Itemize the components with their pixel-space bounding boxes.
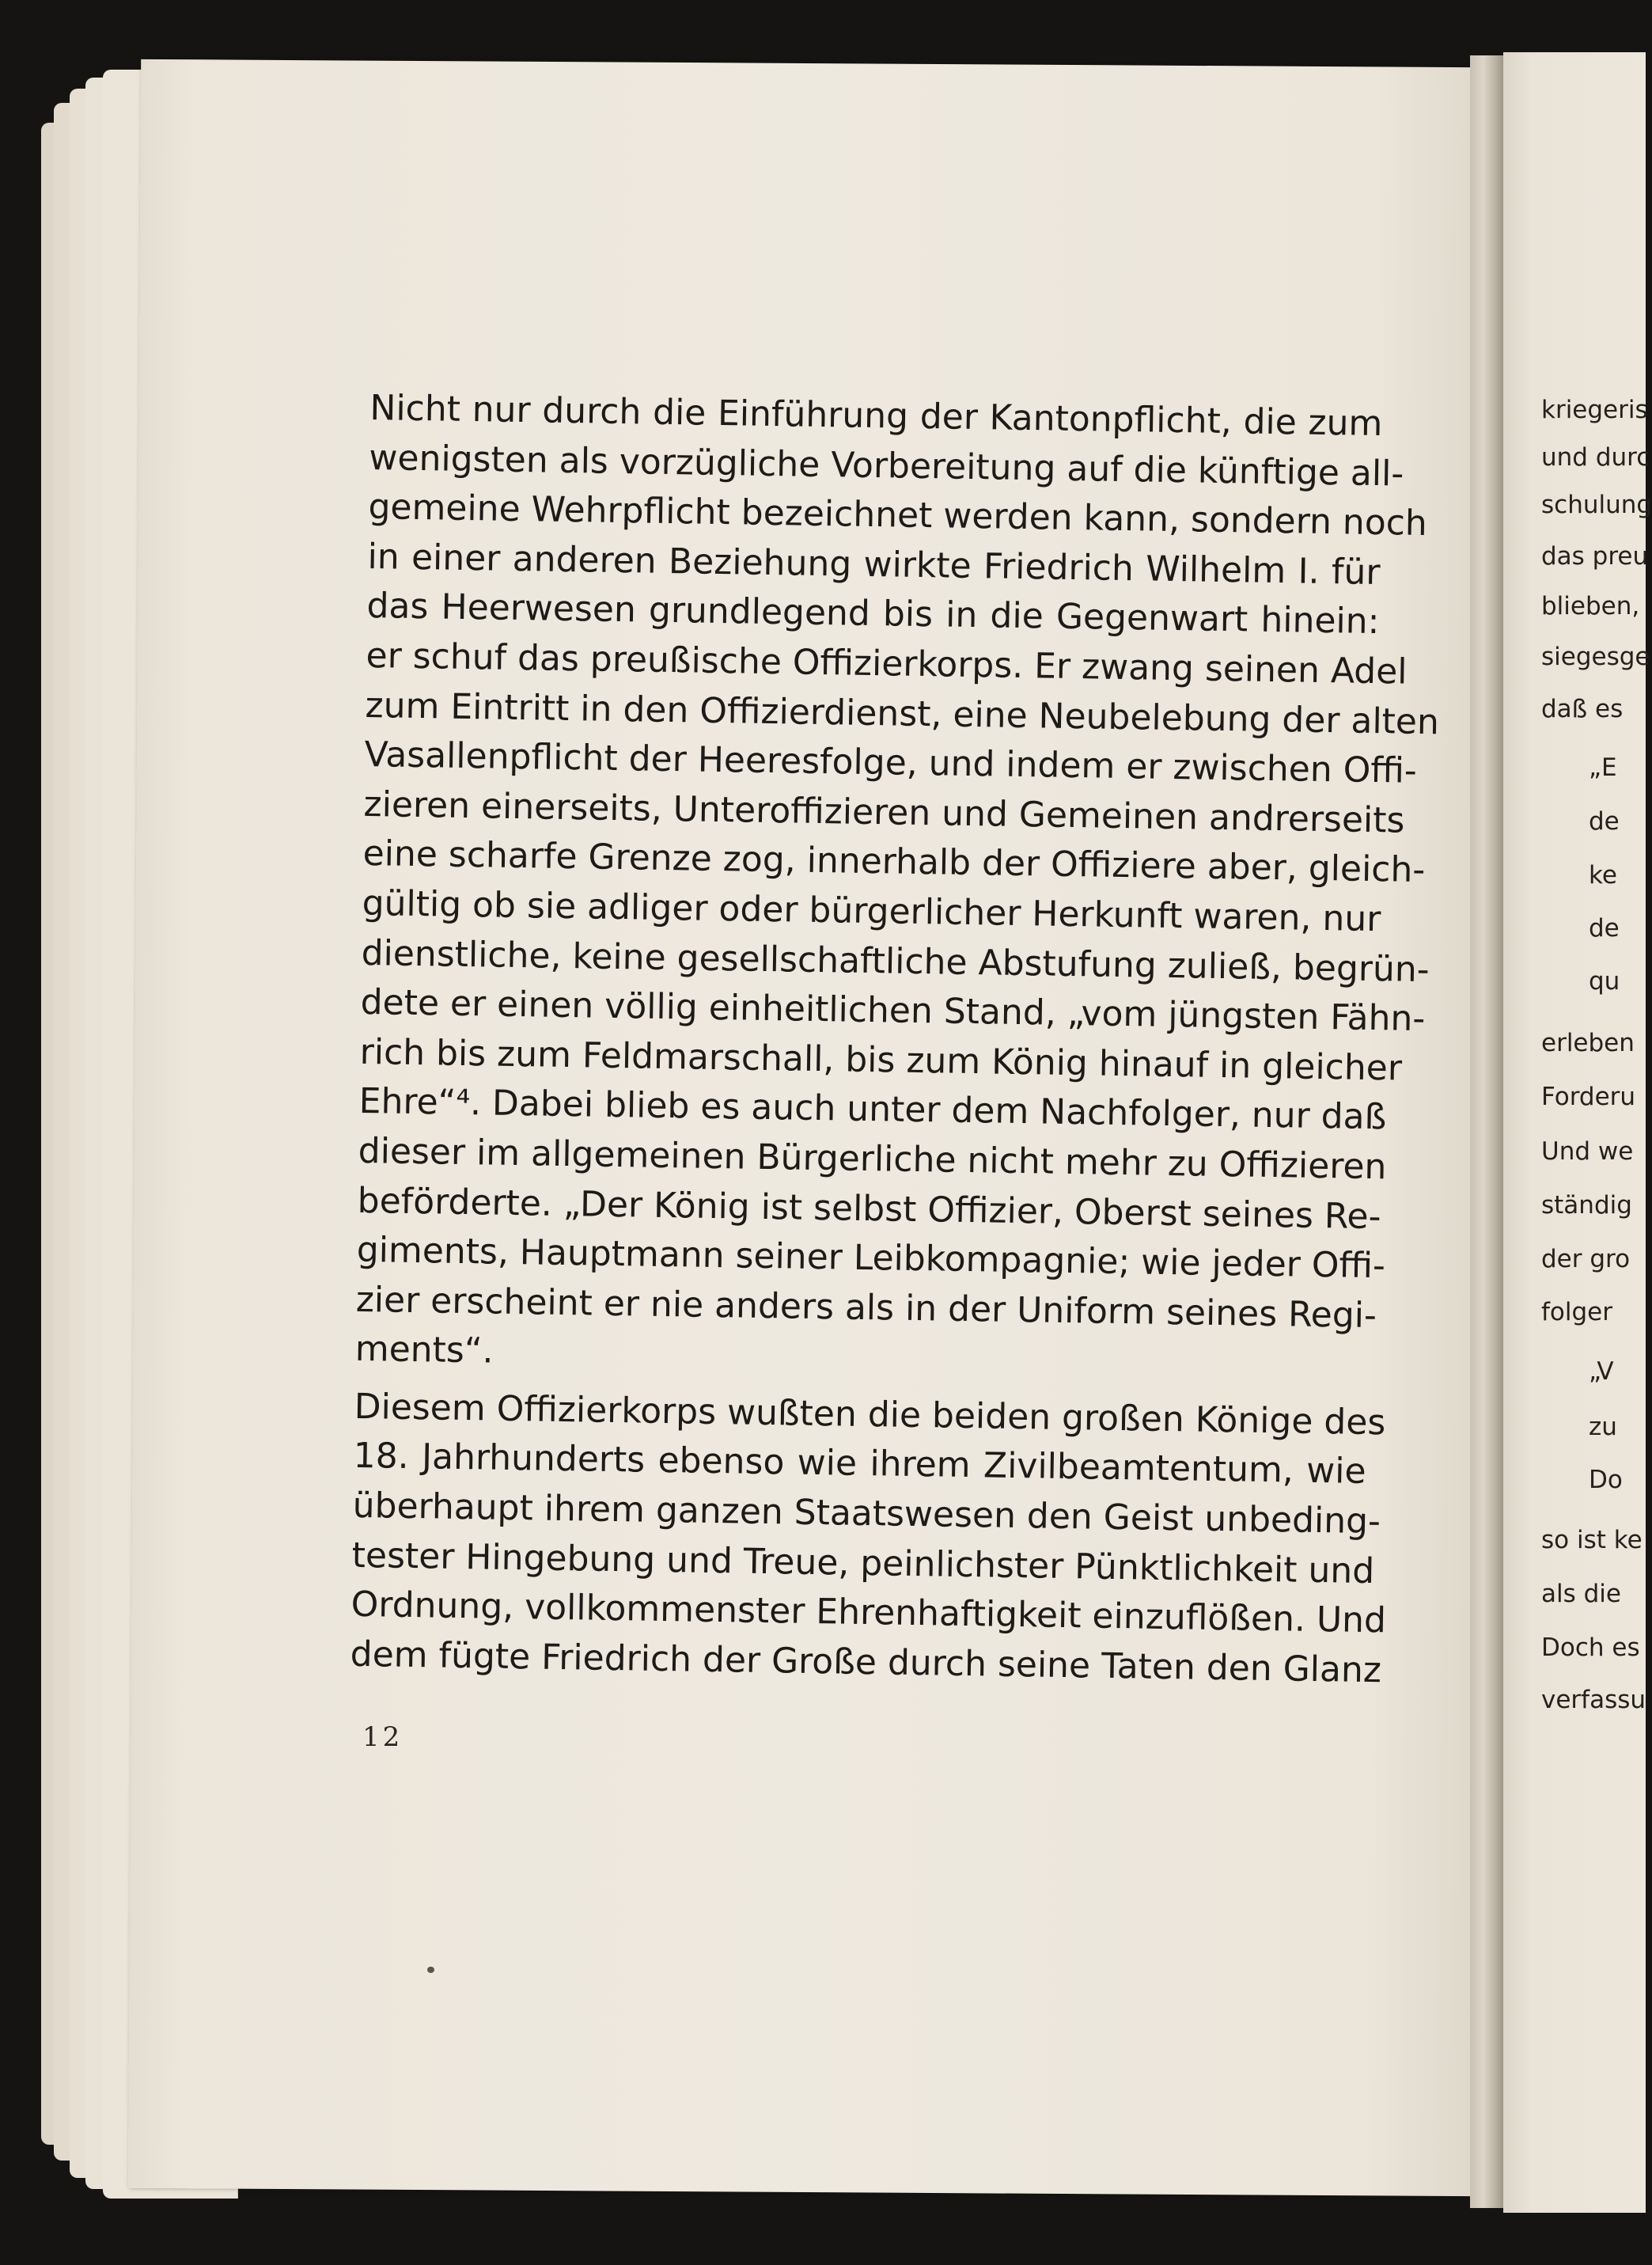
book-gutter — [1470, 55, 1508, 2208]
facing-page-fragment: ständig — [1541, 1191, 1632, 1220]
text-line: er schuf das preußische Offizierkorps. Er zwang seinen Adel — [366, 635, 1408, 692]
facing-page-fragment: zu — [1589, 1413, 1617, 1441]
text-line: rich bis zum Feldmarschall, bis zum König hinauf in gleicher — [359, 1031, 1403, 1089]
facing-page-fragment: folger — [1541, 1298, 1612, 1326]
right-page — [1503, 52, 1649, 2213]
text-line: Ehre“⁴. Dabei blieb es auch unter dem Nachfolger, nur daß — [358, 1081, 1387, 1138]
text-line: Nicht nur durch die Einführung der Kantonpflicht, die zum — [369, 387, 1383, 445]
page-body-text — [350, 384, 1440, 1695]
facing-page-fragment: verfassu — [1541, 1686, 1646, 1714]
text-line: dienstliche, keine gesellschaftliche Abstufung zuließ, begrün- — [361, 932, 1430, 990]
facing-page-fragment: das preu — [1541, 542, 1649, 571]
page-number: 12 — [362, 1721, 404, 1753]
text-line: dem fügte Friedrich der Große durch seine Taten den Glanz — [350, 1633, 1382, 1691]
paragraph — [354, 384, 1440, 1390]
text-line: das Heerwesen grundlegend bis in die Gegenwart hinein: — [366, 586, 1380, 643]
text-line: gemeine Wehrpflicht bezeichnet werden kann, sondern noch — [368, 487, 1428, 544]
text-line: tester Hingebung und Treue, peinlichster Pünktlichkeit und — [351, 1535, 1375, 1592]
facing-page-fragment: blieben, — [1541, 592, 1640, 620]
facing-page-fragment: siegesge — [1541, 643, 1650, 671]
facing-page-fragment: Und we — [1541, 1137, 1634, 1166]
facing-page-fragment: so ist ke — [1541, 1526, 1643, 1554]
text-line: giments, Hauptmann seiner Leibkompagnie; wie jeder Offi- — [356, 1229, 1386, 1287]
text-line: zier erscheint er nie anders als in der Uniform seines Regi- — [355, 1279, 1377, 1336]
facing-page-fragment: erleben — [1541, 1029, 1635, 1057]
facing-page-fragment: ke — [1589, 861, 1617, 890]
facing-page-fragment: Doch es — [1541, 1633, 1640, 1662]
facing-page-fragment: qu — [1589, 967, 1620, 996]
text-line: ments“. — [354, 1329, 494, 1372]
facing-page-fragment: als die — [1541, 1580, 1621, 1608]
text-line: wenigsten als vorzügliche Vorbereitung auf die künftige all- — [369, 437, 1404, 495]
facing-page-fragment: „E — [1589, 753, 1617, 782]
text-line: überhaupt ihrem ganzen Staatswesen den Geist unbeding- — [352, 1485, 1381, 1542]
facing-page-fragment: „V — [1589, 1357, 1614, 1386]
facing-page-fragment: Forderu — [1541, 1083, 1636, 1111]
facing-page-fragment: de — [1589, 807, 1620, 836]
facing-page-fragment: und durc — [1541, 443, 1650, 472]
text-line: 18. Jahrhunderts ebenso wie ihrem Zivilbeamtentum, wie — [353, 1436, 1366, 1493]
paragraph — [350, 1383, 1387, 1696]
facing-page-fragment: kriegeris — [1541, 396, 1648, 424]
text-line: dieser im allgemeinen Bürgerliche nicht mehr zu Offizieren — [358, 1130, 1387, 1188]
text-line: zieren einerseits, Unteroffizieren und Gemeinen andrerseits — [363, 783, 1405, 841]
text-line: Vasallenpflicht der Heeresfolge, und indem er zwischen Offi- — [364, 734, 1418, 791]
text-line: beförderte. „Der König ist selbst Offizier, Oberst seines Re- — [357, 1180, 1381, 1237]
facing-page-fragment: schulung — [1541, 491, 1652, 519]
facing-page-fragment: de — [1589, 914, 1620, 943]
text-line: dete er einen völlig einheitlichen Stand, „vom jüngsten Fähn- — [360, 982, 1426, 1040]
facing-page-fragment: Do — [1589, 1466, 1623, 1494]
text-line: gültig ob sie adliger oder bürgerlicher Herkunft waren, nur — [362, 882, 1381, 940]
facing-page-fragment: daß es — [1541, 695, 1624, 723]
text-line: in einer anderen Beziehung wirkte Friedrich Wilhelm I. für — [367, 536, 1381, 593]
text-line: Diesem Offizierkorps wußten die beiden großen Könige des — [354, 1386, 1386, 1444]
text-line: zum Eintritt in den Offizierdienst, eine Neubelebung der alten — [365, 685, 1440, 742]
text-line: eine scharfe Grenze zog, innerhalb der Offiziere aber, gleich- — [362, 833, 1426, 891]
facing-page-fragment: der gro — [1541, 1245, 1631, 1273]
paper-speck — [427, 1967, 434, 1973]
text-line: Ordnung, vollkommenster Ehrenhaftigkeit einzuflößen. Und — [350, 1584, 1387, 1641]
